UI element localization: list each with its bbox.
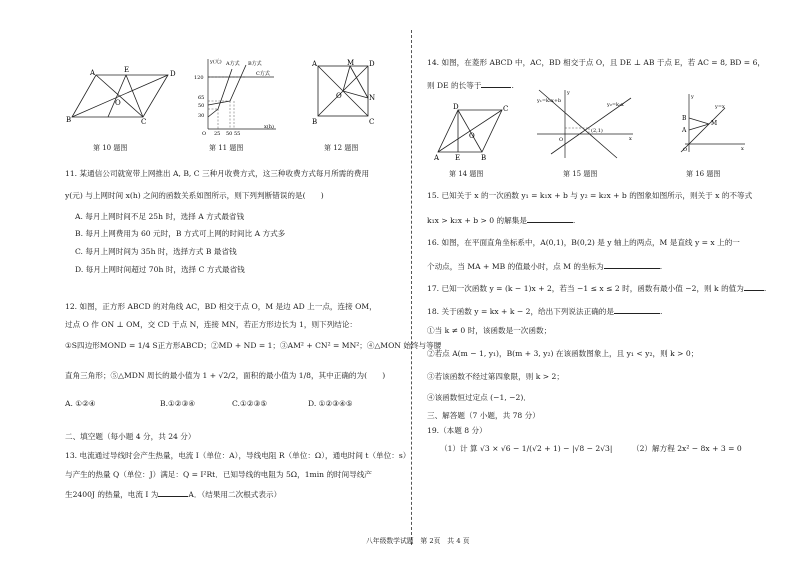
q18-answer-blank[interactable] [614, 305, 663, 316]
q15-answer-blank[interactable] [527, 214, 576, 225]
fig12-caption: 第 12 题图 [324, 144, 359, 152]
q18-line1-prefix: 18. 关于函数 y = kx + k − 2，给出下列说法正确的是 [427, 307, 614, 316]
fig11-y-label: y(元) [210, 59, 222, 65]
fig10-caption: 第 10 题图 [93, 144, 128, 152]
q12-line3: ①S四边形MOND = 1/4 S正方形ABCD；②MD + ND = 1；③AM² + CN² = MN²；④△MON 始终与等腰 [65, 341, 442, 350]
q18-item-4: ④该函数恒过定点 (−1, −2)． [427, 393, 531, 402]
figure-16 [675, 92, 747, 154]
fig15-line2-label: y₂=k₂x [607, 102, 624, 108]
q19-part-2: （2）解方程 2x² − 8x + 3 = 0 [632, 444, 742, 453]
q15-line2-suffix: . [572, 216, 576, 225]
fig16-label-o: O [683, 147, 688, 153]
q12-line2: 过点 O 作 ON ⊥ OM，交 CD 于点 N，连接 MN，若正方形边长为 1，则下列结论： [65, 320, 358, 329]
q15-line1: 15. 已知关于 x 的一次函数 y₁ = k₁x + b 与 y₂ = k₂x + b 的图象如图所示，则关于 x 的不等式 [427, 191, 753, 200]
q13-answer-blank[interactable] [158, 488, 188, 497]
q14-line2-suffix: . [511, 81, 514, 90]
fig11-ytick-65: 65 [198, 95, 205, 101]
fig15-line1-label: y₁=k₁x+b [537, 98, 562, 104]
fig16-y-label: y [691, 94, 694, 100]
fig14-caption: 第 14 题图 [449, 170, 484, 178]
fig11-xtick-25: 25 [214, 131, 221, 137]
fig15-x-label: x [629, 136, 632, 142]
q13-line3-prefix: 生2400J 的热量，电流 I 为 [65, 490, 159, 499]
q12-option-a: A. ①②④ [65, 399, 96, 408]
q15-line2-prefix: k₁x > k₂x + b > 0 的解集是 [427, 216, 527, 225]
q18-item-1: ①当 k ≠ 0 时，该函数是一次函数； [427, 326, 552, 335]
fig14-label-c: C [503, 105, 509, 113]
fig12-label-d: D [369, 60, 375, 68]
q16-answer-blank[interactable] [604, 260, 663, 271]
figure-12 [310, 58, 376, 126]
fig12-label-o: O [336, 92, 342, 100]
q18-line1 [427, 305, 662, 317]
q19-title: 19.（本题 8 分） [427, 426, 487, 435]
q16-line2 [427, 260, 662, 272]
fig15-caption: 第 15 题图 [563, 170, 598, 178]
q15-line2 [427, 214, 575, 226]
q18-item-2: ②若点 A(m − 1, y₁)，B(m + 3, y₂) 在该函数图象上，且 y₁ < y₂，则 k > 0； [427, 349, 699, 358]
fig11-caption: 第 11 题图 [209, 144, 244, 152]
fig10-label-c: C [141, 118, 147, 126]
figure-15 [535, 88, 635, 160]
fig12-label-a: A [312, 60, 318, 68]
q13-line3 [65, 488, 281, 500]
q11-line2: y(元) 与上网时间 x(h) 之间的函数关系如图所示，则下列判断错误的是( ) [65, 191, 324, 200]
fig12-label-m: M [347, 59, 355, 67]
fig15-y-label: y [567, 90, 570, 96]
figure-14 [430, 100, 510, 164]
fig11-series-a: A方式 [226, 61, 240, 67]
fig11-ytick-50: 50 [198, 103, 205, 109]
fig16-caption: 第 16 题图 [686, 170, 721, 178]
q13-line2: 与产生的热量 Q（单位：J）满足：Q = I²Rt．已知导线的电阻为 5Ω，1min 的时间导线产 [65, 470, 373, 479]
fig16-label-b: B [682, 115, 687, 122]
fig16-line-label: y=x [715, 104, 725, 110]
fig11-xtick-50: 50 [226, 131, 233, 137]
fig14-label-d: D [453, 103, 459, 111]
q14-line1: 14. 如图，在菱形 ABCD 中，AC，BD 相交于点 O，且 DE ⊥ AB 于点 E，若 AC = 8, BD = 6， [427, 58, 766, 67]
fig12-label-c: C [369, 118, 375, 126]
q12-line1: 12. 如图，正方形 ABCD 的对角线 AC，BD 相交于点 O，M 是边 AD 上一点，连接 OM， [65, 302, 377, 311]
fig14-label-a: A [434, 154, 440, 162]
q19-part-1: （1）计 算 √3 × √6 − 1/(√2 + 1) − |√8 − 2√3| [440, 444, 613, 453]
q11-option-a: A. 每月上网时间不足 25h 时，选择 A 方式最省钱 [75, 212, 245, 221]
fig10-label-a: A [90, 69, 96, 77]
fig16-x-label: x [741, 146, 744, 152]
q12-line4: 直角三角形；⑤△MDN 周长的最小值为 1 + √2/2，面积的最小值为 1/8，其中正确的为( ) [65, 371, 386, 380]
q16-line2-prefix: 个动点，当 MA + MB 的值最小时，点 M 的坐标为 [427, 262, 604, 271]
fig11-xtick-55: 55 [234, 131, 241, 137]
q17-answer-blank[interactable] [744, 282, 767, 293]
q13-line1: 13. 电流通过导线时会产生热量，电流 I（单位：A），导线电阻 R（单位：Ω），通电时间 t（单位：s） [65, 451, 411, 460]
q12-option-b: B.①②③④ [160, 399, 196, 408]
section-2-heading: 二、填空题（每小题 4 分，共 24 分） [65, 432, 196, 441]
q17-line1 [427, 282, 766, 294]
fig14-label-e: E [455, 154, 461, 162]
fig16-label-a: A [682, 127, 687, 134]
q17-line1-prefix: 17. 已知一次函数 y = (k − 1)x + 2，若当 −1 ≤ x ≤ 2 时，函数有最小值 −2，则 k 的值为 [427, 284, 744, 293]
q13-line3-suffix: A．（结果用二次根式表示） [188, 490, 282, 499]
q16-line1: 16. 如图，在平面直角坐标系中，A(0,1)，B(0,2) 是 y 轴上的两点，M 是直线 y = x 上的一 [427, 238, 740, 247]
figure-10 [68, 60, 178, 126]
fig15-point-label: (2,1) [591, 128, 603, 134]
fig16-label-m: M [711, 120, 718, 127]
fig11-series-b: B方式 [248, 61, 262, 67]
q12-option-d: D. ①②③④⑤ [308, 399, 353, 408]
q17-line1-suffix: . [763, 284, 767, 293]
fig10-label-b: B [66, 116, 72, 124]
section-3-heading: 三、解答题（7 小题，共 78 分） [427, 411, 540, 420]
fig11-ytick-30: 30 [198, 113, 205, 119]
fig12-label-b: B [312, 118, 318, 126]
q11-option-c: C. 每月上网时间为 35h 时，选择方式 B 最省钱 [75, 247, 237, 256]
fig11-xtick-o: O [202, 131, 207, 137]
q11-option-d: D. 每月上网时间超过 70h 时，选择 C 方式最省钱 [75, 265, 245, 274]
fig14-label-b: B [481, 154, 487, 162]
q18-line1-suffix: . [660, 307, 663, 316]
q16-line2-suffix: . [659, 262, 663, 271]
q14-line2 [427, 79, 514, 91]
figure-11 [190, 55, 280, 137]
q11-line1: 11. 某通信公司就宽带上网推出 A, B, C 三种月收费方式，这三种收费方式每月所需的费用 [65, 169, 370, 178]
fig10-label-e: E [124, 66, 130, 74]
q11-option-b: B. 每月上网费用为 60 元时，B 方式可上网的时间比 A 方式多 [75, 229, 286, 238]
fig11-ytick-120: 120 [194, 75, 204, 81]
fig12-label-n: N [369, 94, 376, 102]
fig14-label-o: O [469, 132, 475, 140]
page-footer: 八年级数学试题 第 2页 共 4 页 [366, 537, 470, 545]
fig11-x-label: x(h) [264, 124, 274, 130]
column-divider [411, 30, 412, 545]
fig10-label-o: O [115, 99, 121, 107]
q14-line2-prefix: 则 DE 的长等于 [427, 81, 482, 90]
q18-item-3: ③若该函数不经过第四象限，则 k > 2； [427, 372, 564, 381]
q12-option-c: C.①②③⑤ [232, 399, 268, 408]
fig10-label-d: D [170, 70, 176, 78]
fig15-origin-label: O [559, 137, 564, 143]
q14-answer-blank[interactable] [481, 79, 514, 90]
fig11-series-c: C方式 [256, 71, 270, 77]
